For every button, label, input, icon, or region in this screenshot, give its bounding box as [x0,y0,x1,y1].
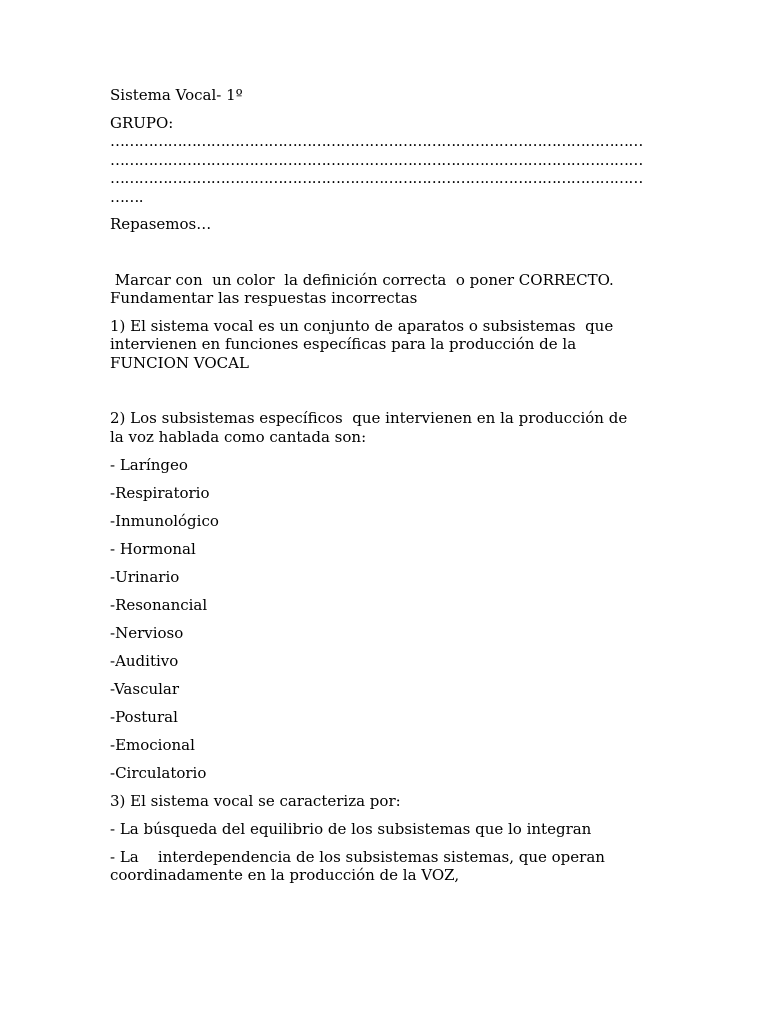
list-item: - Hormonal [110,539,196,558]
list-item: - Laríngeo [110,455,188,474]
list-item: -Vascular [110,679,180,698]
question-3-option: coordinadamente en la producción de la VOZ, [110,866,460,884]
document-page [110,86,655,885]
list-item: -Urinario [110,567,180,586]
list-item: -Circulatorio [110,763,207,782]
list-item: -Postural [110,707,178,726]
question-1-text: FUNCION VOCAL [110,353,249,372]
instructions-line: Marcar con un color la definición correcta o poner CORRECTO. [110,270,614,289]
question-2-text: la voz hablada como cantada son: [110,427,367,446]
list-item: -Respiratorio [110,483,210,502]
list-item: -Inmunológico [110,511,219,530]
grupo-fill-line: ………………………………………………………………………………………………… [110,150,643,169]
instructions-line: Fundamentar las respuestas incorrectas [110,289,418,307]
subsystem-list [110,456,655,783]
question-3-option: - La búsqueda del equilibrio de los subsistemas que lo integran [110,819,592,838]
grupo-label: GRUPO: [110,113,174,132]
list-item: -Resonancial [110,595,208,614]
question-1-text: intervienen en funciones específicas para la producción de la [110,335,577,353]
list-item: -Auditivo [110,651,179,670]
grupo-fill-line: ………………………………………………………………………………………………… [110,132,643,150]
question-3-option: - La interdependencia de los subsistemas sistemas, que operan [110,847,605,866]
list-item: -Nervioso [110,623,184,642]
list-item: -Emocional [110,735,195,754]
grupo-fill-line: ………………………………………………………………………………………………… [110,169,643,187]
question-3-text: 3) El sistema vocal se caracteriza por: [110,791,401,810]
question-2-text: 2) Los subsistemas específicos que intervienen en la producción de [110,409,628,427]
grupo-fill-line: ……. [110,187,143,206]
review-heading: Repasemos… [110,215,212,233]
question-1-text: 1) El sistema vocal es un conjunto de aparatos o subsistemas que [110,316,614,335]
document-title: Sistema Vocal- 1º [110,86,243,104]
